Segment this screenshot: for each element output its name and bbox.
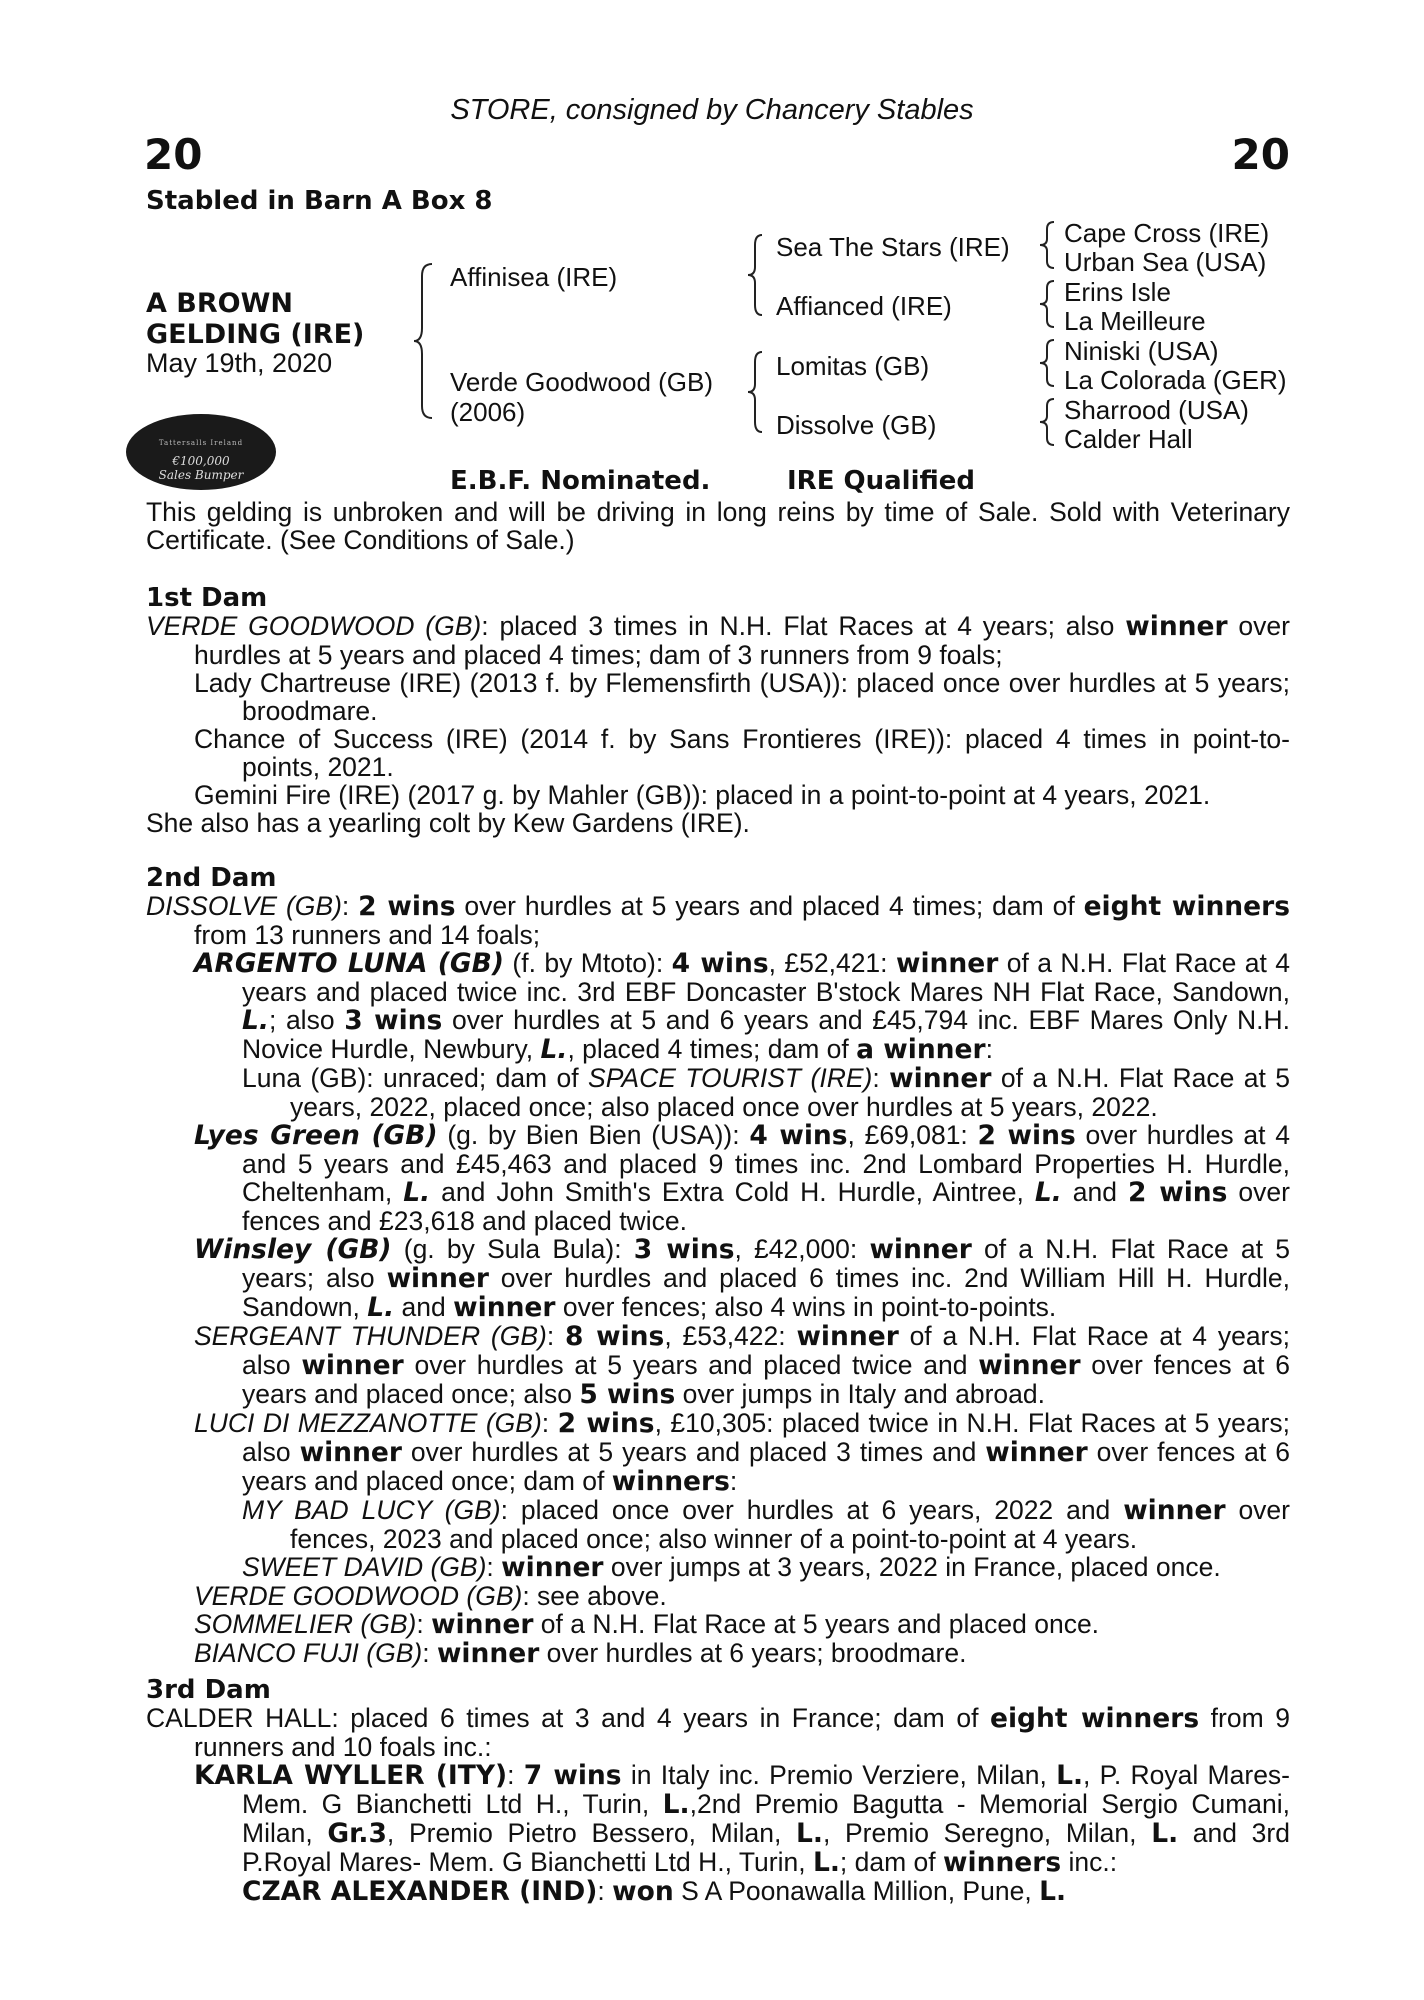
first-dam-heading: 1st Dam xyxy=(146,583,268,613)
sale-conditions-text: This gelding is unbroken and will be driving in long reins by time of Sale. Sold with Veterinary Certificate. (See Conditions of Sale.) xyxy=(146,497,1290,555)
luna-entry: Luna (GB): unraced; dam of SPACE TOURIST (IRE): winner of a N.H. Flat Race at 5 years, 2022, placed once; also placed once over hurdles at 5 years, 2022. xyxy=(242,1063,1290,1122)
argento-luna-entry: ARGENTO LUNA (GB) (f. by Mtoto): 4 wins, £52,421: winner of a N.H. Flat Race at 4 years and placed twice inc. 3rd EBF Doncaster B'stock Mares NH Flat Race, Sandown, L.; also 3 wins over hurdles at 5 and 6 years and £45,794 inc. EBF Mares Only N.H. Novice Hurdle, Newbury, L., placed 4 times; dam of a winner: xyxy=(194,948,1291,1065)
produce-1: Lady Chartreuse (IRE) (2013 f. by Flemensfirth (USA)): placed once over hurdles at 5 years; broodmare. xyxy=(194,668,1290,726)
pedigree-dds: Sharrood (USA) xyxy=(1064,395,1249,425)
horse-sex: GELDING (IRE) xyxy=(146,319,365,350)
pedigree-sdd: La Meilleure xyxy=(1064,306,1206,336)
pedigree-dss: Niniski (USA) xyxy=(1064,336,1219,366)
pedigree-brace-3d xyxy=(1038,397,1058,447)
pedigree-sss: Cape Cross (IRE) xyxy=(1064,218,1270,248)
sale-conditions xyxy=(146,498,1290,554)
pedigree-brace-dam xyxy=(746,350,766,434)
third-dam-section xyxy=(146,1676,1290,1906)
pedigree-ssd: Urban Sea (USA) xyxy=(1064,247,1267,277)
luci-di-mezzanotte-entry: LUCI DI MEZZANOTTE (GB): 2 wins, £10,305: placed twice in N.H. Flat Races at 5 years; also winner over hurdles at 5 years and placed 3 times and winner over fences at 6 years and placed once; dam of winners: xyxy=(194,1408,1291,1497)
czar-alexander-entry: CZAR ALEXANDER (IND): won S A Poonawalla Million, Pune, L. xyxy=(242,1876,1067,1907)
sommelier-entry: SOMMELIER (GB): winner of a N.H. Flat Race at 5 years and placed once. xyxy=(194,1609,1100,1640)
horse-colour: A BROWN xyxy=(146,288,293,319)
karla-wyller-entry: KARLA WYLLER (ITY): 7 wins in Italy inc. Premio Verziere, Milan, L., P. Royal Mares-Mem. G Bianchetti Ltd H., Turin, L.,2nd Premio Bagutta - Memorial Sergio Cumani, Milan, Gr.3, Premio Pietro Bessero, Milan, L., Premio Seregno, Milan, L. and 3rd P.Royal Mares- Mem. G Bianchetti Ltd H., Turin, L.; dam of winners inc.: xyxy=(194,1760,1291,1878)
badge-amount: €100,000 xyxy=(172,454,230,468)
second-dam-section xyxy=(146,864,1290,1668)
ire-qualified: IRE Qualified xyxy=(787,466,976,496)
pedigree-brace-main xyxy=(412,262,436,420)
pedigree-brace-3b xyxy=(1038,279,1058,329)
produce-2: Chance of Success (IRE) (2014 f. by Sans Frontieres (IRE)): placed 4 times in point-to-points, 2021. xyxy=(194,724,1290,782)
foaling-date: May 19th, 2020 xyxy=(146,348,333,378)
pedigree-dam-dam: Dissolve (GB) xyxy=(776,410,937,440)
pedigree-sire-sire: Sea The Stars (IRE) xyxy=(776,232,1010,262)
barn-location: Stabled in Barn A Box 8 xyxy=(146,186,493,216)
sergeant-thunder-entry: SERGEANT THUNDER (GB): 8 wins, £53,422: winner of a N.H. Flat Race at 4 years; also winner over hurdles at 5 years and placed twice and winner over fences at 6 years and placed once; also 5 wins over jumps in Italy and abroad. xyxy=(194,1321,1291,1410)
second-dam-record: DISSOLVE (GB): 2 wins over hurdles at 5 years and placed 4 times; dam of eight winners from 13 runners and 14 foals; xyxy=(146,891,1290,950)
pedigree-sds: Erins Isle xyxy=(1064,277,1171,307)
lyes-green-entry: Lyes Green (GB) (g. by Bien Bien (USA)): 4 wins, £69,081: 2 wins over hurdles at 4 and 5 years and £45,463 and placed 9 times inc. 2nd Lombard Properties H. Hurdle, Cheltenham, L. and John Smith's Extra Cold H. Hurdle, Aintree, L. and 2 wins over fences and £23,618 and placed twice. xyxy=(194,1120,1290,1236)
ebf-nominated: E.B.F. Nominated. xyxy=(450,466,711,496)
winsley-entry: Winsley (GB) (g. by Sula Bula): 3 wins, £42,000: winner of a N.H. Flat Race at 5 years; also winner over hurdles and placed 6 times inc. 2nd William Hill H. Hurdle, Sandown, L. and winner over fences; also 4 wins in point-to-points. xyxy=(194,1234,1290,1323)
pedigree-sire-dam: Affianced (IRE) xyxy=(776,291,952,321)
third-dam-heading: 3rd Dam xyxy=(146,1675,271,1705)
verde-goodwood-ref: VERDE GOODWOOD (GB): see above. xyxy=(194,1581,667,1611)
produce-note: She also has a yearling colt by Kew Gardens (IRE). xyxy=(146,808,750,838)
horse-description xyxy=(146,288,386,350)
pedigree-dam: Verde Goodwood (GB) xyxy=(450,367,714,397)
pedigree-sire: Affinisea (IRE) xyxy=(450,262,618,292)
second-dam-heading: 2nd Dam xyxy=(146,863,277,893)
pedigree-brace-sire xyxy=(746,233,766,317)
bianco-fuji-entry: BIANCO FUJI (GB): winner over hurdles at 6 years; broodmare. xyxy=(194,1638,967,1669)
pedigree-brace-3c xyxy=(1038,338,1058,388)
lot-number-right: 20 xyxy=(1231,130,1290,179)
sweet-david-entry: SWEET DAVID (GB): winner over jumps at 3 years, 2022 in France, placed once. xyxy=(242,1552,1221,1583)
third-dam-record: CALDER HALL: placed 6 times at 3 and 4 years in France; dam of eight winners from 9 runners and 10 foals inc.: xyxy=(146,1703,1290,1762)
pedigree-ddd: Calder Hall xyxy=(1064,424,1193,454)
store-consignor: STORE, consigned by Chancery Stables xyxy=(450,94,974,126)
pedigree-dsd: La Colorada (GER) xyxy=(1064,365,1287,395)
produce-3: Gemini Fire (IRE) (2017 g. by Mahler (GB)): placed in a point-to-point at 4 years, 2021. xyxy=(194,780,1211,810)
pedigree-dam-sire: Lomitas (GB) xyxy=(776,351,930,381)
badge-top: Tattersalls Ireland xyxy=(158,439,244,447)
sales-bumper-badge xyxy=(126,414,276,490)
pedigree-brace-3a xyxy=(1038,220,1058,270)
first-dam-section xyxy=(146,584,1290,837)
first-dam-record: VERDE GOODWOOD (GB): placed 3 times in N.H. Flat Races at 4 years; also winner over hurdles at 5 years and placed 4 times; dam of 3 runners from 9 foals; xyxy=(146,611,1290,670)
lot-number-left: 20 xyxy=(144,130,203,179)
my-bad-lucy-entry: MY BAD LUCY (GB): placed once over hurdles at 6 years, 2022 and winner over fences, 2023 and placed once; also winner of a point-to-point at 4 years. xyxy=(242,1495,1290,1554)
badge-label: Sales Bumper xyxy=(158,468,244,482)
pedigree-dam-year: (2006) xyxy=(450,397,526,427)
